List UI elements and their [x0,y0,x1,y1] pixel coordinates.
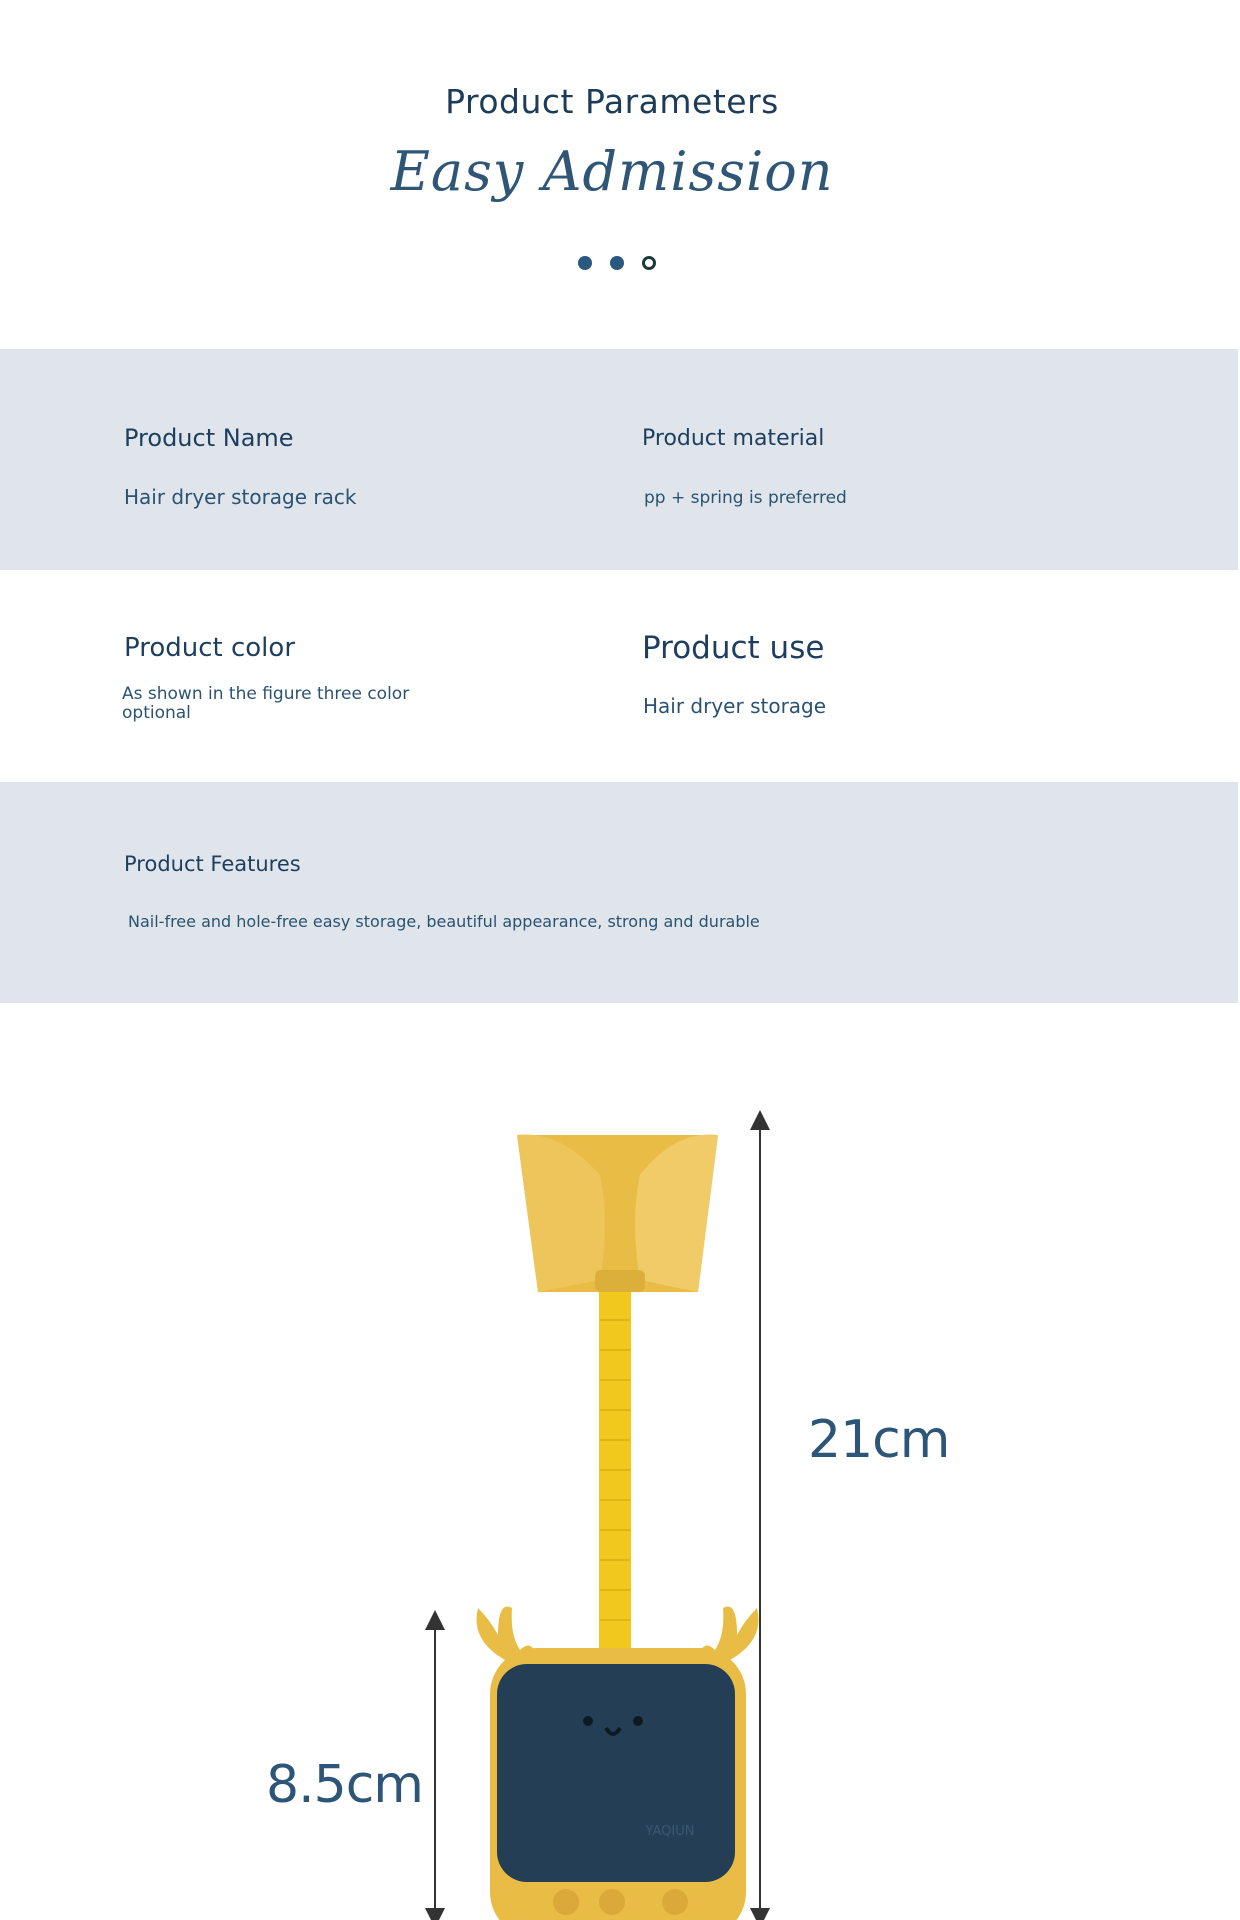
page-title: Product Parameters [445,82,779,121]
product-name-label: Product Name [124,424,294,452]
dot-empty [642,256,656,270]
base-height-dimension-label: 8.5cm [266,1755,423,1815]
params-band-2 [0,782,1238,1003]
product-features-label: Product Features [124,852,301,876]
product-material-label: Product material [642,426,825,451]
dot-filled [610,256,624,270]
dot-filled [578,256,592,270]
pager-dots [0,256,1234,270]
cup-holder [517,1135,718,1293]
height-dimension-label: 21cm [808,1410,950,1470]
product-illustration [0,1080,1240,1920]
params-band-1 [0,349,1238,570]
base-body [477,1607,759,1920]
product-features-value: Nail-free and hole-free easy storage, beautiful appearance, strong and durable [128,912,760,931]
product-color-label: Product color [124,633,296,663]
brand-mark: YAQIUN [645,1824,695,1839]
product-material-value: pp + spring is preferred [644,488,847,508]
product-name-value: Hair dryer storage rack [124,485,357,509]
product-color-value: As shown in the figure three color optional [122,684,410,723]
product-use-value: Hair dryer storage [643,694,827,718]
product-use-label: Product use [642,630,825,666]
page-subtitle-script: Easy Admission [390,140,834,203]
